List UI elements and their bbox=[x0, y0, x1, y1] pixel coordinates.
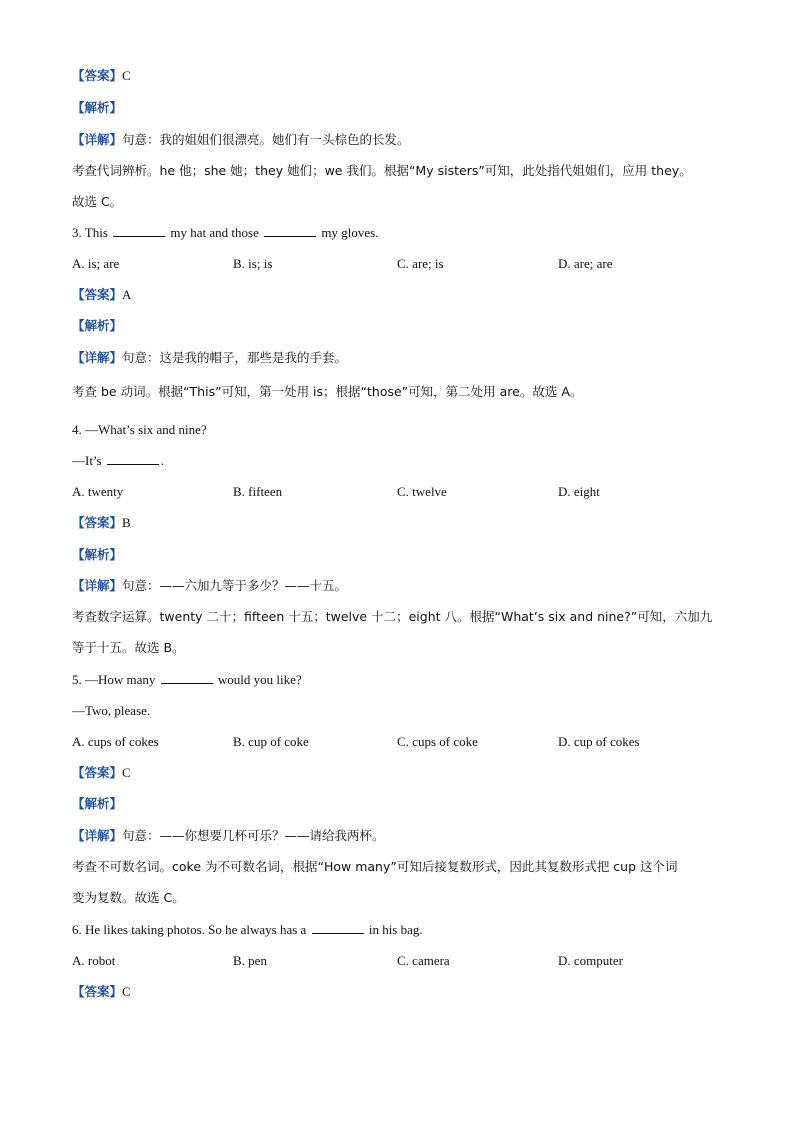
option-b: B. pen bbox=[233, 953, 267, 968]
analysis-line bbox=[72, 795, 122, 813]
detail-tag: 【详解】 bbox=[72, 350, 123, 365]
option-b: B. fifteen bbox=[233, 484, 283, 499]
explain-text: 考查 be 动词。根据“This”可知，第一处用 is；根据“those”可知，第二处用 are。故选 A。 bbox=[72, 384, 583, 399]
answer-line bbox=[72, 514, 131, 532]
answer-line bbox=[72, 286, 131, 304]
detail-text: 句意：我的姐姐们很漂亮。她们有一头棕色的长发。 bbox=[122, 132, 410, 147]
option-a: A. is; are bbox=[72, 256, 120, 271]
option-c: C. cups of coke bbox=[397, 734, 478, 749]
detail-line bbox=[72, 131, 410, 149]
option-b: B. cup of coke bbox=[233, 734, 309, 749]
option-b: B. is; is bbox=[233, 256, 273, 271]
analysis-tag: 【解析】 bbox=[72, 100, 123, 115]
explain-text: 考查数字运算。twenty 二十；fifteen 十五；twelve 十二；eight 八。根据“What’s six and nine?”可知，六加九 bbox=[72, 609, 713, 624]
explain-text: 故选 C。 bbox=[72, 194, 123, 209]
detail-text: 句意：——六加九等于多少？——十五。 bbox=[122, 578, 348, 593]
answer-value: C bbox=[122, 984, 131, 999]
option-c: C. twelve bbox=[397, 484, 447, 499]
analysis-tag: 【解析】 bbox=[72, 547, 123, 562]
explain-text: 变为复数。故选 C。 bbox=[72, 890, 185, 905]
question-text: 6. He likes taking photos. So he always has a in his bag. bbox=[72, 922, 423, 937]
answer-line bbox=[72, 983, 131, 1001]
detail-line bbox=[72, 577, 347, 595]
question-text: 4. —What’s six and nine? bbox=[72, 422, 207, 437]
option-d: D. eight bbox=[558, 484, 600, 499]
question-text: 5. —How many would you like? bbox=[72, 672, 302, 687]
analysis-line bbox=[72, 546, 122, 564]
answer-tag: 【答案】 bbox=[72, 68, 123, 83]
answer-value: B bbox=[122, 515, 131, 530]
explain-text: 考查代词辨析。he 他；she 她；they 她们；we 我们。根据“My sisters”可知，此处指代姐姐们，应用 they。 bbox=[72, 163, 692, 178]
detail-line bbox=[72, 827, 385, 845]
answer-tag: 【答案】 bbox=[72, 984, 123, 999]
analysis-tag: 【解析】 bbox=[72, 796, 123, 811]
detail-tag: 【详解】 bbox=[72, 828, 123, 843]
question-text: —Two, please. bbox=[72, 703, 151, 718]
answer-tag: 【答案】 bbox=[72, 765, 123, 780]
answer-tag: 【答案】 bbox=[72, 287, 123, 302]
analysis-line bbox=[72, 317, 122, 335]
option-a: A. robot bbox=[72, 953, 116, 968]
answer-value: C bbox=[122, 68, 131, 83]
option-a: A. twenty bbox=[72, 484, 124, 499]
detail-tag: 【详解】 bbox=[72, 132, 123, 147]
detail-text: 句意：这是我的帽子，那些是我的手套。 bbox=[122, 350, 348, 365]
analysis-tag: 【解析】 bbox=[72, 318, 123, 333]
detail-tag: 【详解】 bbox=[72, 578, 123, 593]
answer-value: A bbox=[122, 287, 132, 302]
option-d: D. computer bbox=[558, 953, 623, 968]
answer-line bbox=[72, 764, 131, 782]
question-text: —It’s . bbox=[72, 453, 165, 468]
analysis-line bbox=[72, 99, 122, 117]
answer-line bbox=[72, 67, 131, 85]
option-d: D. are; are bbox=[558, 256, 613, 271]
explain-text: 等于十五。故选 B。 bbox=[72, 640, 185, 655]
option-a: A. cups of cokes bbox=[72, 734, 159, 749]
answer-tag: 【答案】 bbox=[72, 515, 123, 530]
question-text: 3. This my hat and those my gloves. bbox=[72, 225, 379, 240]
detail-text: 句意：——你想要几杯可乐？——请给我两杯。 bbox=[122, 828, 385, 843]
option-c: C. are; is bbox=[397, 256, 444, 271]
option-d: D. cup of cokes bbox=[558, 734, 640, 749]
detail-line bbox=[72, 349, 347, 367]
option-c: C. camera bbox=[397, 953, 450, 968]
answer-value: C bbox=[122, 765, 131, 780]
explain-text: 考查不可数名词。coke 为不可数名词，根据“How many”可知后接复数形式，因此其复数形式把 cup 这个词 bbox=[72, 859, 678, 874]
